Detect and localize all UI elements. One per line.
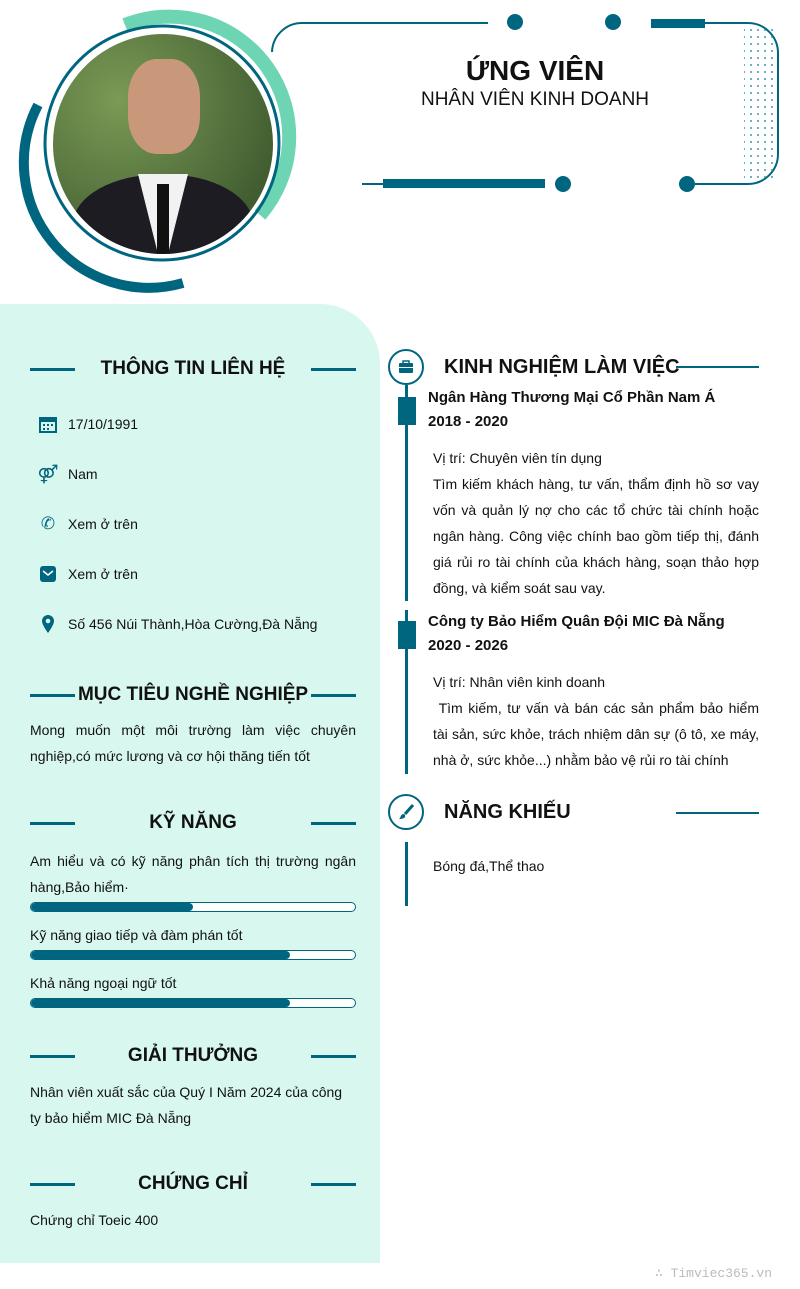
section-title: KỸ NĂNG (149, 812, 237, 833)
phone-row (38, 514, 138, 534)
email-row (38, 564, 138, 584)
job-period: 2018 - 2020 (428, 413, 509, 430)
briefcase-icon (388, 349, 424, 385)
contact-header (30, 358, 356, 380)
job-details (433, 669, 763, 773)
paintbrush-icon (388, 794, 424, 830)
candidate-position: NHÂN VIÊN KINH DOANH (420, 89, 650, 110)
talents-header (388, 794, 571, 830)
job-details (433, 445, 759, 601)
skills-header (30, 812, 356, 834)
skill-bar (30, 950, 356, 960)
skill-name: Khả năng ngoại ngữ tốt (30, 975, 177, 991)
section-title: THÔNG TIN LIÊN HỆ (100, 358, 286, 379)
timeline-marker (398, 397, 416, 425)
birthday-row (38, 414, 138, 434)
section-title: NĂNG KHIẾU (444, 800, 571, 823)
map-pin-icon (38, 614, 58, 634)
job-role: Vị trí: Chuyên viên tín dụng (433, 450, 602, 466)
address-value: Số 456 Núi Thành,Hòa Cường,Đà Nẵng (68, 616, 318, 632)
job-header (428, 610, 725, 658)
avatar-photo (53, 34, 273, 254)
watermark: ∴ Timviec365.vn (654, 1266, 772, 1281)
certs-text: Chứng chỉ Toeic 400 (30, 1212, 159, 1228)
skill-name: Am hiểu và có kỹ năng phân tích thị trường ngân hàng,Bảo hiểm· (30, 853, 356, 895)
certs-header (30, 1173, 356, 1195)
job-company: Công ty Bảo Hiểm Quân Đội MIC Đà Nẵng (428, 613, 725, 630)
address-row (38, 614, 317, 634)
candidate-name: ỨNG VIÊN (465, 55, 605, 86)
skill-bar-fill (31, 951, 290, 959)
job-header (428, 386, 715, 434)
email-value: Xem ở trên (68, 566, 138, 582)
skill-name: Kỹ năng giao tiếp và đàm phán tốt (30, 927, 243, 943)
skill-bar-fill (31, 999, 290, 1007)
objective-header (30, 684, 356, 706)
skill-bar (30, 998, 356, 1008)
experience-header (388, 349, 680, 385)
timeline-marker (398, 621, 416, 649)
section-title: CHỨNG CHỈ (138, 1173, 248, 1194)
section-title: GIẢI THƯỞNG (127, 1045, 259, 1066)
gender-value: Nam (68, 466, 98, 482)
birthday-value: 17/10/1991 (68, 416, 139, 432)
job-role: Vị trí: Nhân viên kinh doanh (433, 674, 605, 690)
gender-icon: ⚤ (37, 463, 59, 484)
calendar-icon (38, 414, 58, 434)
job-company: Ngân Hàng Thương Mại Cổ Phần Nam Á (428, 389, 716, 406)
job-description: Tìm kiếm, tư vấn và bán các sản phẩm bảo hiểm tài sản, sức khỏe, trách nhiệm dân sự (ô tô, xe máy, nhà ở, sức khỏe...) nhằm bảo vệ rủi ro tài chính (433, 700, 763, 768)
talents-text: Bóng đá,Thể thao (433, 858, 545, 874)
timeline-line (405, 842, 408, 906)
job-description: Tìm kiếm khách hàng, tư vấn, thẩm định hồ sơ vay vốn và quản lý nợ cho các tổ chức tài chính hoặc ngân hàng. Công việc chính bao gồm tiếp thị, đánh giá rủi ro tài chính của khách hàng, soạn thảo hợp đồng, và kiểm soát sau vay. (433, 476, 759, 596)
section-title: MỤC TIÊU NGHỀ NGHIỆP (77, 684, 309, 705)
envelope-icon (38, 564, 58, 584)
awards-text: Nhân viên xuất sắc của Quý I Năm 2024 của công ty bảo hiểm MIC Đà Nẵng (30, 1084, 343, 1126)
phone-icon: ✆ (40, 514, 56, 533)
phone-value: Xem ở trên (68, 516, 138, 532)
section-title: KINH NGHIỆM LÀM VIỆC (444, 355, 680, 378)
job-period: 2020 - 2026 (428, 637, 509, 654)
skill-bar (30, 902, 356, 912)
skill-bar-fill (31, 903, 193, 911)
gender-row (38, 464, 98, 484)
objective-text: Mong muốn một môi trường làm việc chuyên nghiệp,có mức lương và cơ hội thăng tiến tốt (30, 722, 356, 764)
awards-header (30, 1045, 356, 1067)
